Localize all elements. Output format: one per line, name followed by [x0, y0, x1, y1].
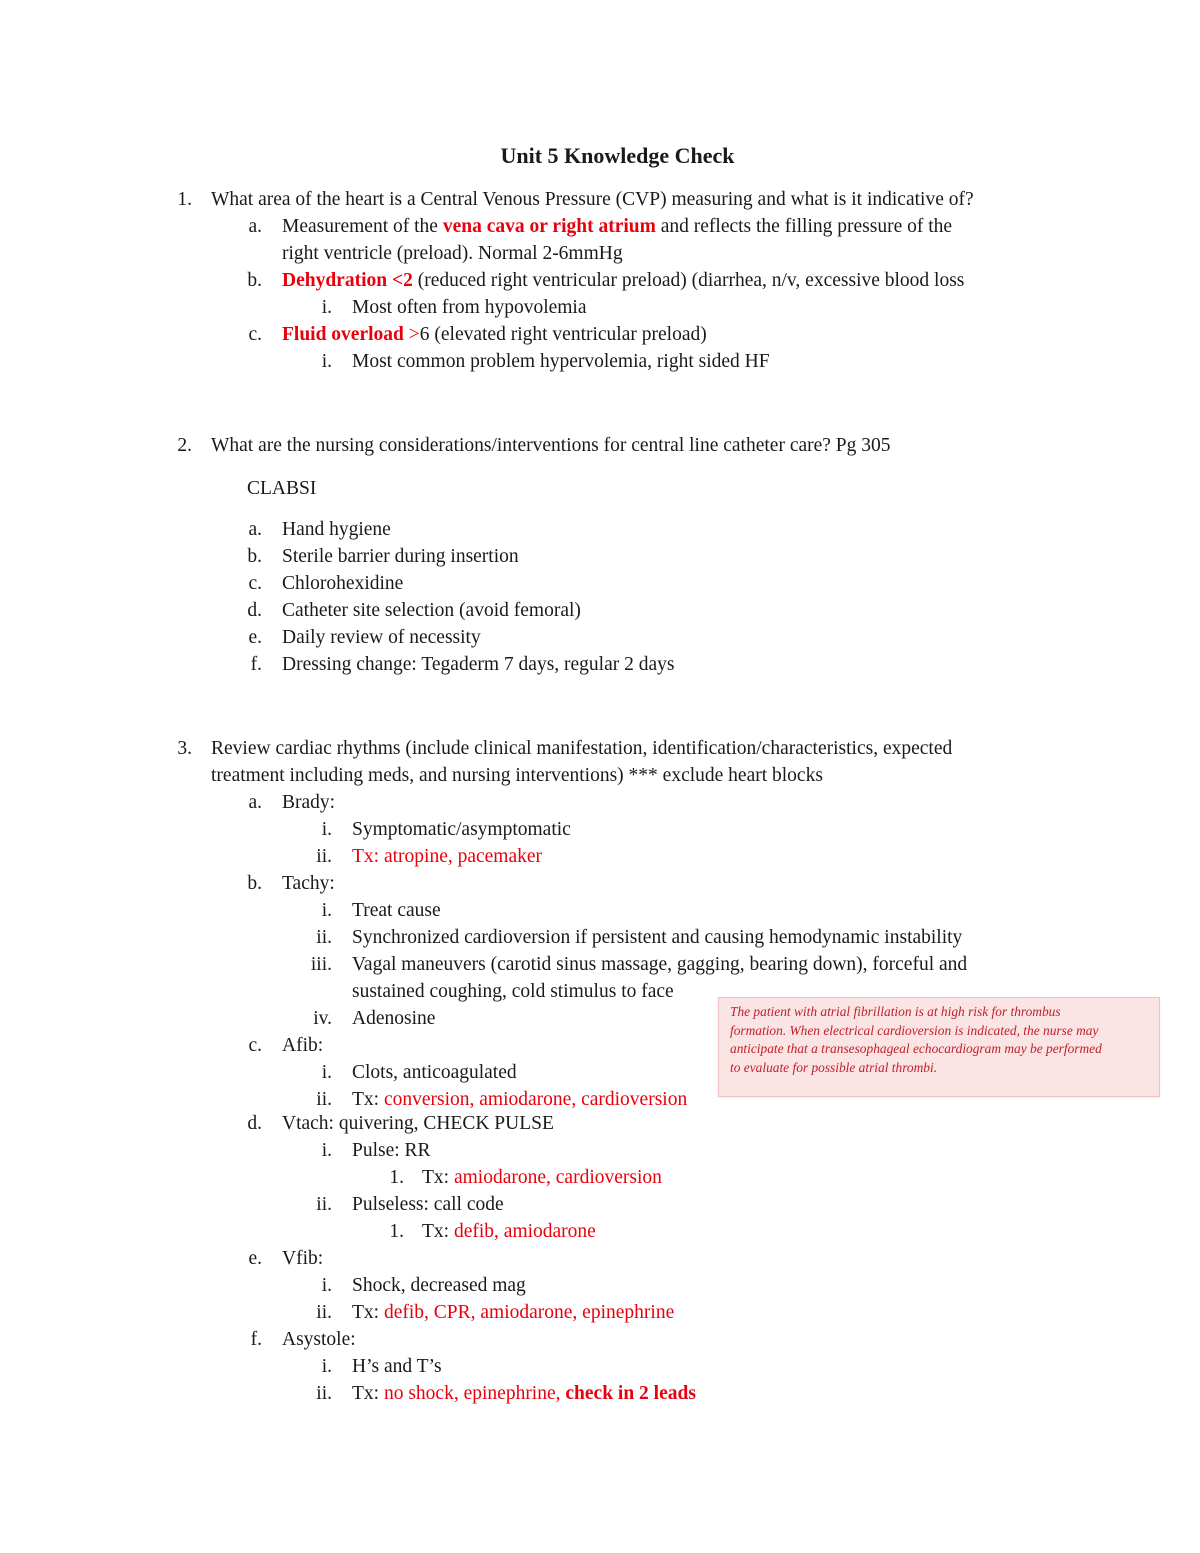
question-text: Review cardiac rhythms (include clinical manifestation, identification/characteristics, expected — [211, 738, 953, 759]
question-text: What are the nursing considerations/interventions for central line catheter care? Pg 305 — [211, 435, 891, 456]
list-marker: i. — [321, 1275, 332, 1296]
list-marker: f. — [250, 1329, 262, 1350]
note-line: The patient with atrial fibrillation is at high risk for thrombus — [730, 1004, 1061, 1019]
treatment-text: Tx: conversion, amiodarone, cardioversion — [352, 1089, 688, 1110]
list-marker: 1. — [389, 1221, 404, 1242]
note-line: to evaluate for possible atrial thrombi. — [730, 1059, 938, 1075]
sub-list-item — [0, 951, 1200, 978]
list-marker: c. — [248, 1035, 262, 1056]
list-item-text: Catheter site selection (avoid femoral) — [282, 600, 581, 621]
list-item — [0, 267, 1200, 294]
sub-sub-list-item — [0, 1164, 1200, 1191]
question-number: 2. — [177, 435, 192, 456]
sub-list-item — [0, 1191, 1200, 1218]
sub-sub-list-item — [0, 1218, 1200, 1245]
note-line: formation. When electrical cardioversion is indicated, the nurse may — [730, 1022, 1099, 1038]
list-item-continuation: right ventricle (preload). Normal 2-6mmHg — [282, 243, 623, 264]
list-marker: i. — [321, 900, 332, 921]
list-item-text: Dressing change: Tegaderm 7 days, regular 2 days — [282, 654, 675, 675]
list-item-text: Pulseless: call code — [352, 1194, 504, 1215]
list-item-text: Sterile barrier during insertion — [282, 546, 519, 567]
list-item — [0, 597, 1200, 624]
rhythm-label: Vtach: quivering, CHECK PULSE — [282, 1113, 554, 1134]
sub-list-item — [0, 843, 1200, 870]
highlight-text: vena cava or right atrium — [442, 216, 656, 237]
textbook-note-callout — [718, 997, 1160, 1097]
list-marker: ii. — [316, 1302, 332, 1323]
list-marker: ii. — [316, 1194, 332, 1215]
treatment-text: Tx: amiodarone, cardioversion — [422, 1167, 662, 1188]
sub-list-item — [0, 897, 1200, 924]
question-number: 1. — [177, 189, 192, 210]
question-1 — [0, 186, 1200, 213]
rhythm-vfib — [0, 1245, 1200, 1272]
sub-list-item — [0, 1272, 1200, 1299]
list-item-text: Treat cause — [352, 900, 441, 921]
list-marker: a. — [248, 216, 262, 237]
sub-list-item — [0, 1299, 1200, 1326]
list-marker: iii. — [310, 954, 332, 975]
sub-list-item — [0, 816, 1200, 843]
sub-list-item — [0, 348, 1200, 375]
rhythm-vtach — [0, 1110, 1200, 1137]
list-item-text: Most common problem hypervolemia, right sided HF — [352, 351, 770, 372]
treatment-text: Tx: no shock, epinephrine, check in 2 leads — [352, 1383, 696, 1404]
list-item-text: Daily review of necessity — [282, 627, 481, 648]
note-line: anticipate that a transesophageal echocardiogram may be performed — [730, 1041, 1102, 1056]
list-marker: ii. — [316, 1383, 332, 1404]
treatment-text: Tx: atropine, pacemaker — [352, 846, 543, 867]
list-item-text: Hand hygiene — [282, 519, 391, 540]
list-item-text: Chlorohexidine — [282, 573, 404, 594]
list-marker: ii. — [316, 846, 332, 867]
rhythm-label: Tachy: — [282, 873, 335, 894]
list-item-text: Shock, decreased mag — [352, 1275, 526, 1296]
list-item-text: Measurement of the vena cava or right atrium and reflects the filling pressure of the — [282, 216, 953, 237]
question-text-continuation: treatment including meds, and nursing interventions) *** exclude heart blocks — [211, 765, 823, 786]
list-item-text: Synchronized cardioversion if persistent and causing hemodynamic instability — [352, 927, 963, 948]
list-marker: i. — [321, 351, 332, 372]
list-item-text: Adenosine — [352, 1008, 436, 1029]
list-marker: c. — [248, 324, 262, 345]
list-marker: e. — [248, 1248, 262, 1269]
list-marker: b. — [247, 546, 262, 567]
question-3 — [0, 735, 1200, 762]
rhythm-label: Afib: — [282, 1035, 324, 1056]
sub-list-item — [0, 1353, 1200, 1380]
section-heading: CLABSI — [247, 478, 317, 499]
list-marker: iv. — [313, 1008, 332, 1029]
highlight-text: check in 2 leads — [565, 1383, 696, 1404]
list-marker: a. — [248, 519, 262, 540]
list-marker: i. — [321, 297, 332, 318]
list-marker: d. — [247, 1113, 262, 1134]
list-marker: i. — [321, 1140, 332, 1161]
list-item-text: Pulse: RR — [352, 1140, 431, 1161]
list-item — [0, 213, 1200, 240]
list-item — [0, 321, 1200, 348]
list-marker: i. — [321, 1062, 332, 1083]
rhythm-label: Brady: — [282, 792, 336, 813]
sub-list-item — [0, 1137, 1200, 1164]
rhythm-label: Vfib: — [282, 1248, 324, 1269]
list-item-text: Symptomatic/asymptomatic — [352, 819, 571, 840]
rhythm-asystole — [0, 1326, 1200, 1353]
sub-list-item — [0, 924, 1200, 951]
question-text: What area of the heart is a Central Venous Pressure (CVP) measuring and what is it indicative of? — [211, 189, 974, 210]
question-2 — [0, 432, 1200, 459]
list-marker: e. — [248, 627, 262, 648]
list-marker: f. — [250, 654, 262, 675]
rhythm-tachy — [0, 870, 1200, 897]
highlight-text: Dehydration <2 — [282, 270, 413, 291]
list-marker: ii. — [316, 1089, 332, 1110]
rhythm-brady — [0, 789, 1200, 816]
list-item-text: Vagal maneuvers (carotid sinus massage, gagging, bearing down), forceful and — [352, 954, 968, 975]
list-marker: d. — [247, 600, 262, 621]
list-item-text: Dehydration <2 (reduced right ventricular preload) (diarrhea, n/v, excessive blood loss — [282, 270, 965, 291]
list-item-text: Clots, anticoagulated — [352, 1062, 517, 1083]
list-marker: c. — [248, 573, 262, 594]
question-number: 3. — [177, 738, 192, 759]
sub-list-item — [0, 1380, 1200, 1407]
treatment-text: Tx: defib, CPR, amiodarone, epinephrine — [352, 1302, 675, 1323]
list-item — [0, 624, 1200, 651]
highlight-text: Fluid overload — [282, 324, 404, 345]
list-item-text: H’s and T’s — [352, 1356, 442, 1377]
rhythm-label: Asystole: — [282, 1329, 356, 1350]
list-item — [0, 651, 1200, 678]
list-marker: 1. — [389, 1167, 404, 1188]
treatment-text: Tx: defib, amiodarone — [422, 1221, 596, 1242]
sub-list-item-continuation: sustained coughing, cold stimulus to face — [352, 981, 674, 1002]
list-item-text: Fluid overload >6 (elevated right ventricular preload) — [282, 324, 707, 345]
list-item — [0, 570, 1200, 597]
list-item — [0, 516, 1200, 543]
page-title: Unit 5 Knowledge Check — [500, 143, 735, 168]
list-marker: i. — [321, 819, 332, 840]
list-marker: a. — [248, 792, 262, 813]
sub-list-item — [0, 294, 1200, 321]
list-marker: b. — [247, 270, 262, 291]
list-item-text: Most often from hypovolemia — [352, 297, 587, 318]
list-marker: b. — [247, 873, 262, 894]
list-marker: i. — [321, 1356, 332, 1377]
list-item — [0, 543, 1200, 570]
list-marker: ii. — [316, 927, 332, 948]
